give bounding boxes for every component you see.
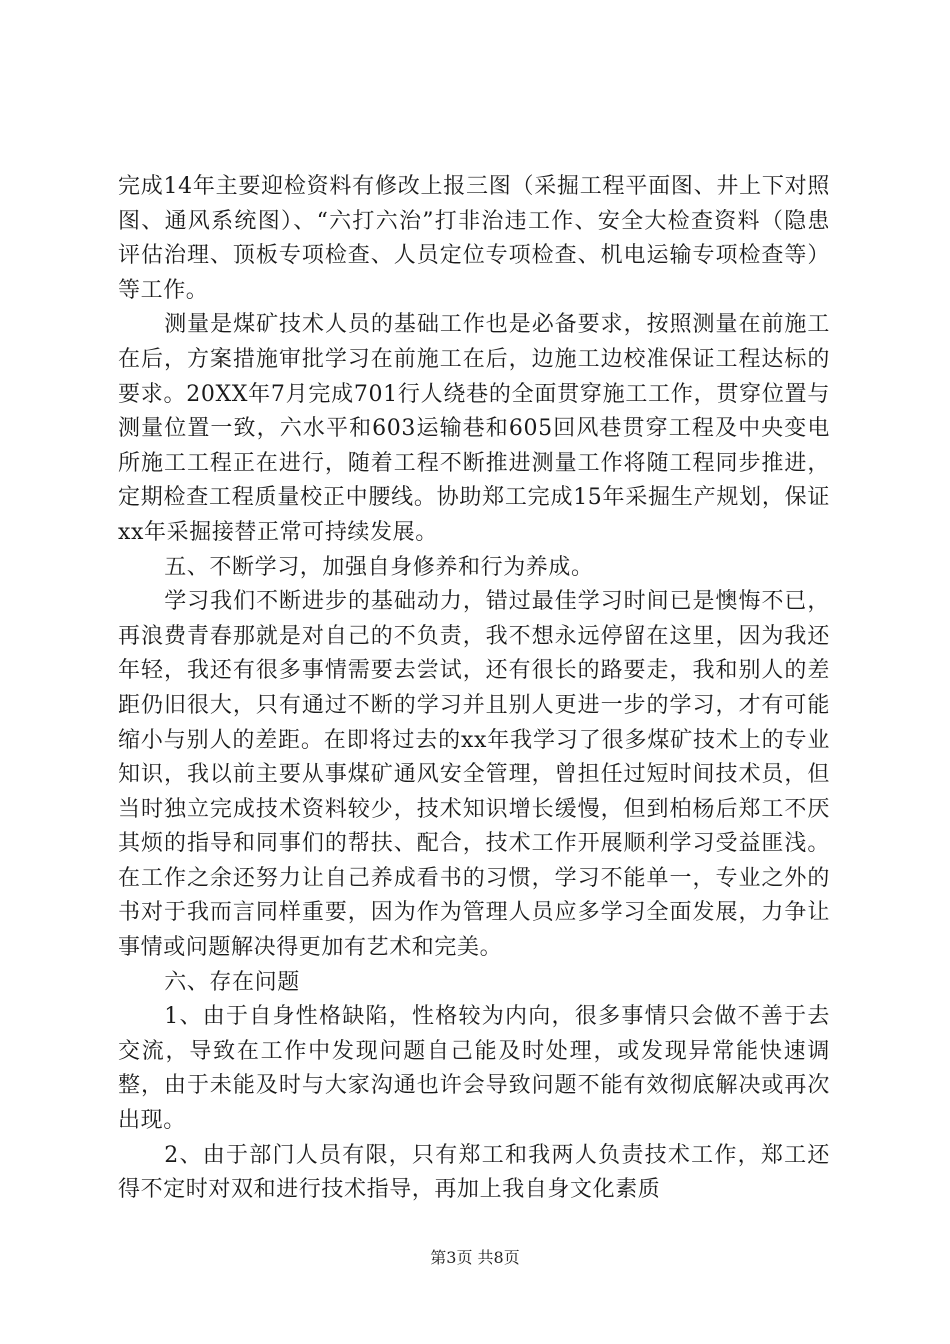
section-heading-problems: 六、存在问题 xyxy=(164,969,300,995)
paragraph-problem-2: 2、由于部门人员有限，只有郑工和我两人负责技术工作，郑工还得不定时对双和进行技术指导，再加上我自身文化素质 xyxy=(118,1142,830,1203)
paragraph-surveying: 测量是煤矿技术人员的基础工作也是必备要求，按照测量在前施工在后，方案措施审批学习在前施工在后，边施工边校准保证工程达标的要求。20XX年7月完成701行人绕巷的全面贯穿施工工作，贯穿位置与测量位置一致，六水平和603运输巷和605回风巷贯穿工程及中央变电所施工工程正在进行，随着工程不断推进测量工作将随工程同步推进，定期检查工程质量校正中腰线。协助郑工完成15年采掘生产规划，保证xx年采掘接替正常可持续发展。 xyxy=(118,312,830,545)
section-heading-learning: 五、不断学习，加强自身修养和行为养成。 xyxy=(164,554,594,580)
paragraph-learning: 学习我们不断进步的基础动力，错过最佳学习时间已是懊悔不已，再浪费青春那就是对自己的不负责，我不想永远停留在这里，因为我还年轻，我还有很多事情需要去尝试，还有很长的路要走，我和别人的差距仍旧很大，只有通过不断的学习并且别人更进一步的学习，才有可能缩小与别人的差距。在即将过去的xx年我学习了很多煤矿技术上的专业知识，我以前主要从事煤矿通风安全管理，曾担任过短时间技术员，但当时独立完成技术资料较少，技术知识增长缓慢，但到柏杨后郑工不厌其烦的指导和同事们的帮扶、配合，技术工作开展顺利学习受益匪浅。在工作之余还努力让自己养成看书的习惯，学习不能单一，专业之外的书对于我而言同样重要，因为作为管理人员应多学习全面发展，力争让事情或问题解决得更加有艺术和完美。 xyxy=(118,589,830,961)
page-number-footer: 第3页 共8页 xyxy=(430,1248,520,1267)
paragraph-problem-1: 1、由于自身性格缺陷，性格较为内向，很多事情只会做不善于去交流，导致在工作中发现问题自己能及时处理，或发现异常能快速调整，由于未能及时与大家沟通也许会导致问题不能有效彻底解决或再次出现。 xyxy=(118,1004,830,1134)
paragraph-continued: 完成14年主要迎检资料有修改上报三图（采掘工程平面图、井上下对照图、通风系统图）、“六打六治”打非治违工作、安全大检查资料（隐患评估治理、顶板专项检查、人员定位专项检查、机电运输专项检查等）等工作。 xyxy=(118,174,830,303)
document-body xyxy=(118,170,830,1208)
